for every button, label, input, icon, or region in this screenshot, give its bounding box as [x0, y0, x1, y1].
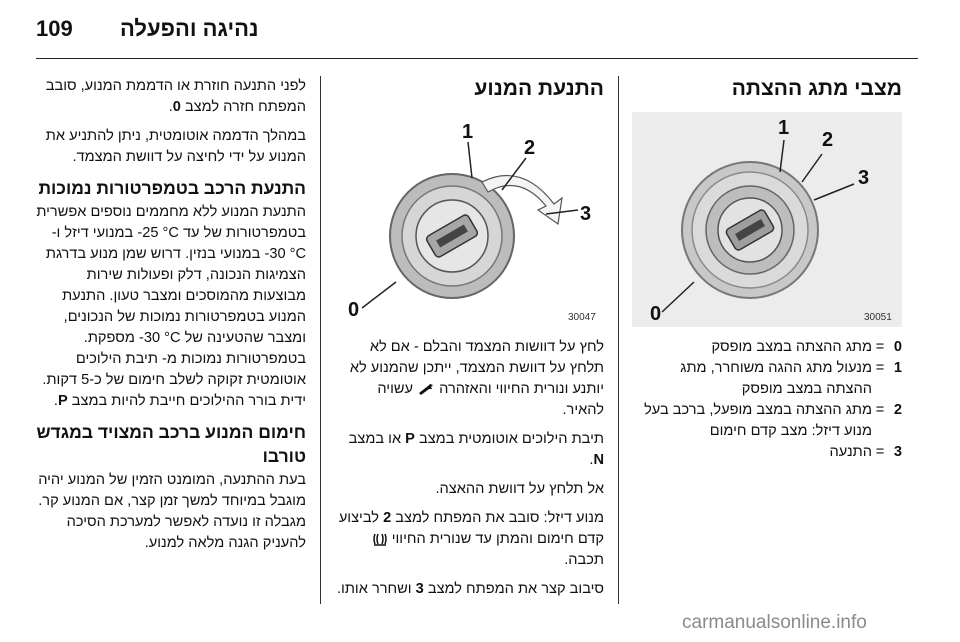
temperature-value: ‎-30 °C‎ — [138, 330, 181, 346]
paragraph-turn-key — [332, 579, 604, 600]
heading-turbo-warmup: חימום המנוע ברכב המצויד במגדש טורבו — [36, 422, 306, 466]
key-position-0: 0 — [172, 99, 181, 115]
legend-equals: = — [875, 444, 885, 460]
text: מספקת. בטמפרטורות נמוכות מ- — [83, 330, 306, 367]
figure-label-1: 1 — [778, 117, 790, 139]
key-position-3: 3 — [415, 581, 424, 597]
legend-text: מנעול מתג ההגה משוחרר, מתג ההצתה במצב מופסק — [680, 360, 872, 397]
figure-code: 30051 — [864, 312, 892, 323]
legend-key: 0 — [893, 339, 902, 355]
figure-label-3: 3 — [858, 167, 870, 189]
text: תיבת הילוכים אוטומטית זקוקה לשלב חימום של כ-5 דקות. ידית בורר ההילוכים חייבת להיות במצב — [42, 351, 306, 409]
legend-row — [632, 400, 902, 442]
chapter-title: נהיגה והפעלה — [120, 16, 259, 41]
text: סיבוב קצר את המפתח למצב — [427, 581, 604, 597]
legend-key: 1 — [893, 360, 902, 376]
paragraph-autostop: במהלך הדממה אוטומטית, ניתן להתניע את המנוע על ידי לחיצה על דוושת המצמד. — [45, 128, 306, 165]
figure-label-0: 0 — [650, 303, 662, 325]
text: במנועי דיזל ו- — [51, 225, 134, 241]
figure-label-2: 2 — [524, 137, 536, 159]
engine-start-section — [332, 76, 604, 608]
legend-row — [632, 337, 902, 358]
ignition-switch-illustration — [632, 112, 902, 327]
header-divider — [36, 58, 918, 59]
paragraph-press-pedals — [332, 337, 604, 421]
column-divider-left — [320, 76, 321, 604]
figure-label-3: 3 — [580, 203, 592, 225]
key-turn-figure — [332, 112, 604, 327]
heading-cold-start: התנעת הרכב בטמפרטורות נמוכות — [38, 178, 306, 198]
continued-section — [34, 76, 306, 562]
paragraph-no-accelerator: אל תלחץ על דוושת ההאצה. — [435, 481, 604, 497]
text: תכבה. — [564, 552, 604, 568]
key-turn-illustration — [332, 112, 604, 327]
section-heading-engine-start: התנעת המנוע — [474, 77, 604, 100]
text: מנוע דיזל: סובב את המפתח למצב — [395, 510, 604, 526]
temperature-value: ‎-30 °C‎ — [264, 246, 306, 262]
paragraph-turbo-warmup: בעת ההתנעה, המומנט הזמין של המנוע יהיה מוגבל במיוחד למשך זמן קצר, אם המנוע קר. מגבלה זו נועדה לאפשר למערכת הסיכה להעניק הגנה מלאה למנוע. — [38, 472, 306, 551]
page-number: 109 — [36, 16, 73, 41]
ignition-legend — [632, 337, 902, 463]
paragraph-restart — [34, 76, 306, 118]
figure-label-1: 1 — [462, 121, 474, 143]
text: . — [168, 99, 173, 115]
ignition-positions-section — [632, 76, 902, 463]
legend-row — [632, 442, 902, 463]
figure-label-2: 2 — [822, 129, 834, 151]
text: במנועי בנזין. דרוש שמן מנוע בדרגת הצמיגות הנכונה, דלק ופעולות שירות מבוצעות מהמוסכים ומצבר טעון. התנעת המנוע בטמפרטורות נמוכות של הנכונים, ומצבר שהטעינה של — [45, 246, 306, 346]
text: לפני התנעה חוזרת או הדממת המנוע, סובב המפתח חזרה למצב — [45, 78, 306, 115]
column-divider-right — [618, 76, 619, 604]
text: תיבת הילוכים אוטומטית במצב — [418, 431, 604, 447]
ignition-switch-figure — [632, 112, 902, 327]
paragraph-diesel-preheat — [332, 508, 604, 571]
paragraph-automatic — [332, 429, 604, 471]
legend-text: מתג ההצתה במצב מופסק — [711, 339, 872, 355]
text: לביצוע קדם חימום והמתן עד שנורית החיווי — [338, 510, 604, 547]
paragraph-cold-start — [34, 202, 306, 412]
text: ושחרר אותו. — [337, 581, 412, 597]
text: עשויה להאיר. — [377, 381, 604, 418]
legend-key: 3 — [893, 444, 902, 460]
gear-position-n: N — [593, 452, 604, 468]
legend-equals: = — [875, 339, 885, 355]
text: לחץ על דוושות המצמד והבלם - אם לא תלחץ על דוושת המצמד, ייתכן שהמנוע לא יותנע ונורית החיווי והאזהרה — [349, 339, 604, 397]
legend-key: 2 — [893, 402, 902, 418]
legend-equals: = — [875, 402, 885, 418]
legend-text: התנעה — [829, 444, 872, 460]
figure-label-0: 0 — [348, 299, 360, 321]
text: . — [53, 393, 58, 409]
text: התנעת המנוע ללא מחממים נוספים אפשרית בטמפרטורות של עד — [36, 204, 306, 241]
legend-row — [632, 358, 902, 400]
section-heading-ignition-positions: מצבי מתג ההצתה — [731, 77, 902, 100]
gear-position-p: P — [405, 431, 415, 447]
text: או במצב — [348, 431, 402, 447]
legend-equals: = — [875, 360, 885, 376]
wrench-icon — [417, 382, 435, 396]
figure-code: 30047 — [568, 312, 596, 323]
text: . — [589, 452, 594, 468]
watermark: carmanualsonline.info — [682, 612, 867, 633]
legend-text: מתג ההצתה במצב מופעל, ברכב בעל מנוע דיזל: מצב קדם חימום — [644, 402, 872, 439]
temperature-value: ‎-25 °C‎ — [137, 225, 179, 241]
glow-plug-icon — [372, 532, 388, 546]
gear-position-p: P — [57, 393, 68, 409]
key-position-2: 2 — [383, 510, 392, 526]
